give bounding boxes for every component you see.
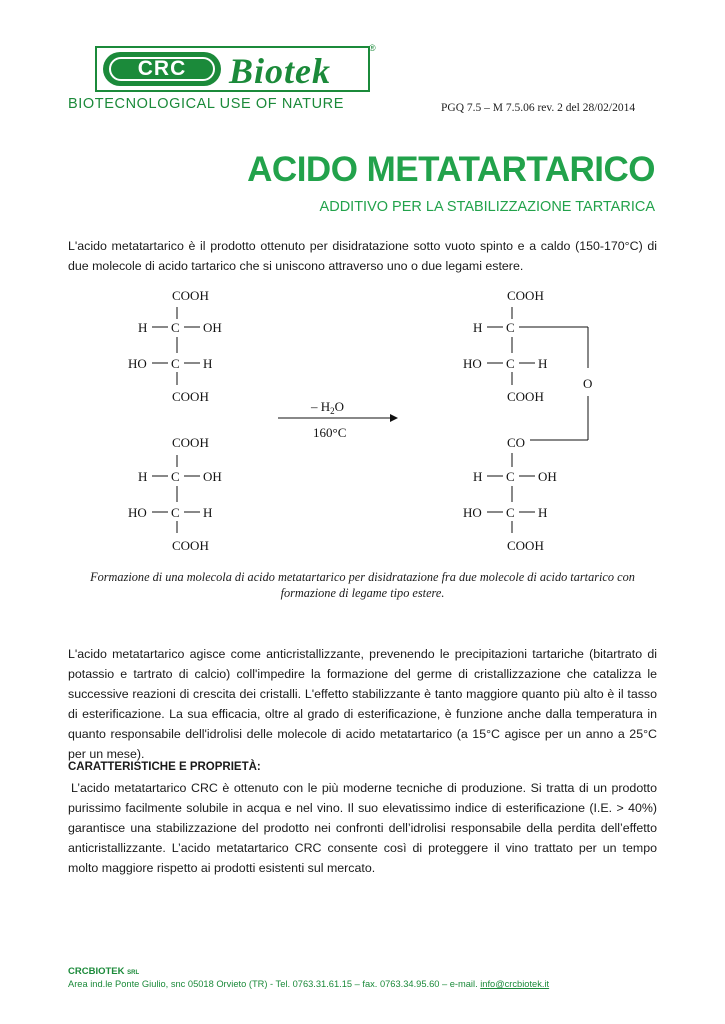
r1-top: COOH	[172, 288, 209, 303]
ester-bridge-oxygen: O	[583, 376, 593, 391]
r2-row1-left: H	[138, 469, 148, 484]
r2-row1-center: C	[171, 469, 180, 484]
footer-company: CRCBIOTEK SRL	[68, 966, 140, 977]
r1-row1-right: OH	[203, 320, 222, 335]
body-paragraph: L'acido metatartarico agisce come anticristallizzante, prevenendo le precipitazioni tartariche (bitartrato di potassio e tartrato di calcio) coll'impedire la formazione del germe di cristallizzazione che catalizza le successive reazioni di crescita dei cristalli. L'effetto stabilizzante è tanto maggiore quanto più alto è il tasso di esterificazione. La sua efficacia, oltre al grado di esterificazione, è funzione anche dalla temperatura in quanto responsabile dell'idrolisi delle molecole di acido metatartarico (a 15°C agisce per un anno a 25°C per un mese).	[68, 647, 657, 761]
p2-row1-left: H	[473, 469, 483, 484]
reaction-condition-water: – $H_2O$	[311, 399, 345, 416]
r2-row1-right: OH	[203, 469, 222, 484]
r1-row2-right: H	[203, 356, 213, 371]
page-title: ACIDO METATARTARICO	[247, 150, 655, 189]
r2-row2-center: C	[171, 505, 180, 520]
r1-row1-center: C	[171, 320, 180, 335]
p2-top: CO	[507, 435, 526, 450]
section-heading: CARATTERISTICHE E PROPRIETÀ:	[68, 761, 261, 773]
p1-bottom: COOH	[507, 389, 544, 404]
footer-email-link[interactable]: info@crcbiotek.it	[480, 979, 550, 989]
p1-row2-right: H	[538, 356, 548, 371]
logo-wordmark: Biotek	[229, 51, 331, 91]
p1-row2-left: HO	[463, 356, 482, 371]
intro-paragraph: L'acido metatartarico è il prodotto ottenuto per disidratazione sotto vuoto spinto e a caldo (150-170°C) di due molecole di acido tartarico che si uniscono attraverso uno o due legami estere.	[68, 239, 657, 273]
r2-row2-right: H	[203, 505, 213, 520]
logo-tagline: BIOTECNOLOGICAL USE OF NATURE	[68, 96, 345, 112]
section-paragraph: L’acido metatartarico CRC è ottenuto con le più moderne tecniche di produzione. Si tratta di un prodotto purissimo facilmente solubile in acqua e nel vino. Il suo elevatissimo indice di esterificazione (I.E. > 40%) garantisce una stabilizzazione del prodotto nei confronti dell’idrolisi responsabile della perdita dell’effetto anticristallizzante. L’acido metatartarico CRC consente così di proteggere il vino trattato per un tempo molto maggiore rispetto ai prodotti esistenti sul mercato.	[68, 781, 657, 875]
reaction-condition-temperature: 160°C	[313, 425, 347, 440]
r1-bottom: COOH	[172, 389, 209, 404]
r2-row2-left: HO	[128, 505, 147, 520]
p1-row1-center: C	[506, 320, 515, 335]
p2-bottom: COOH	[507, 538, 544, 553]
footer-company-suffix: SRL	[127, 970, 140, 976]
p2-row1-center: C	[506, 469, 515, 484]
p1-row1-left: H	[473, 320, 483, 335]
p1-row2-center: C	[506, 356, 515, 371]
r1-row2-left: HO	[128, 356, 147, 371]
page-subtitle: ADDITIVO PER LA STABILIZZAZIONE TARTARICA	[319, 199, 655, 215]
p2-row2-left: HO	[463, 505, 482, 520]
p1-top: COOH	[507, 288, 544, 303]
r2-top: COOH	[172, 435, 209, 450]
document-reference: PGQ 7.5 – M 7.5.06 rev. 2 del 28/02/2014	[441, 102, 636, 114]
p2-row1-right: OH	[538, 469, 557, 484]
r1-row1-left: H	[138, 320, 148, 335]
p2-row2-right: H	[538, 505, 548, 520]
footer-address: Area ind.le Ponte Giulio, snc 05018 Orvieto (TR) - Tel. 0763.31.61.15 – fax. 0763.34.95.60 – e-mail. info@crcbiotek.it	[68, 979, 550, 989]
registered-mark: ®	[369, 43, 376, 53]
logo-badge-text: CRC	[109, 57, 215, 81]
r1-row2-center: C	[171, 356, 180, 371]
r2-bottom: COOH	[172, 538, 209, 553]
p2-row2-center: C	[506, 505, 515, 520]
figure-caption: Formazione di una molecola di acido metatartarico per disidratazione fra due molecole di acido tartarico con formazione di legame tipo estere.	[90, 570, 635, 600]
